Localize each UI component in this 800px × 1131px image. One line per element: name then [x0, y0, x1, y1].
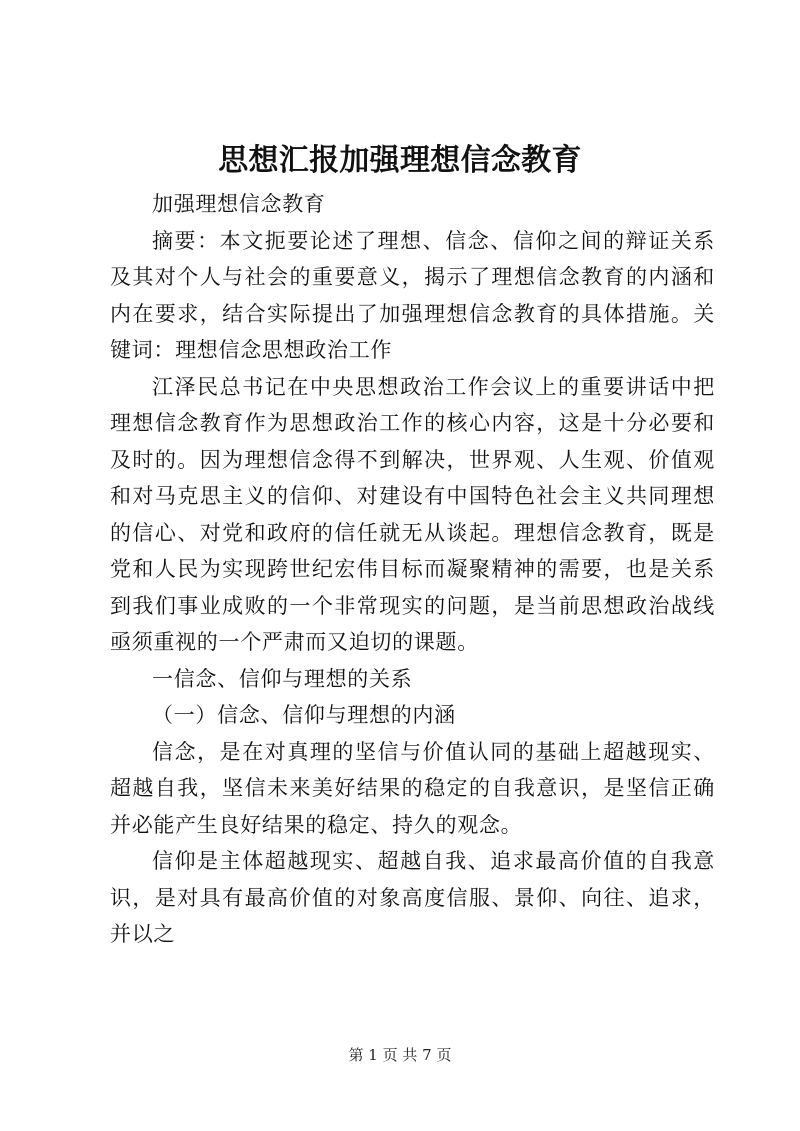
- page-footer: 第 1 页 共 7 页: [348, 1046, 452, 1064]
- body-paragraph: 信念，是在对真理的坚信与价值认同的基础上超越现实、超越自我，坚信未来美好结果的稳定的自我意识，是坚信正确并必能产生良好结果的稳定、持久的观念。: [110, 739, 715, 837]
- body-paragraph: 江泽民总书记在中央思想政治工作会议上的重要讲话中把理想信念教育作为思想政治工作的核心内容，这是十分必要和及时的。因为理想信念得不到解决，世界观、人生观、价值观和对马克思主义的信仰、对建设有中国特色社会主义共同理想的信心、对党和政府的信任就无从谈起。理想信念教育，既是党和人民为实现跨世纪宏伟目标而凝聚精神的需要，也是关系到我们事业成败的一个非常现实的问题，是当前思想政治战线亟须重视的一个严肃而又迫切的课题。: [110, 374, 715, 654]
- subtitle-paragraph: 加强理想信念教育: [152, 192, 326, 216]
- section-heading: 一信念、信仰与理想的关系: [152, 666, 413, 691]
- document-body: [110, 186, 715, 953]
- body-paragraph: 信仰是主体超越现实、超越自我、追求最高价值的自我意识，是对具有最高价值的对象高度信服、景仰、向往、追求，并以之: [110, 849, 715, 946]
- abstract-paragraph: 摘要：本文扼要论述了理想、信念、信仰之间的辩证关系及其对个人与社会的重要意义，揭示了理想信念教育的内涵和内在要求，结合实际提出了加强理想信念教育的具体措施。关键词：理想信念思想政治工作: [110, 228, 715, 362]
- subsection-heading: （一）信念、信仰与理想的内涵: [152, 703, 456, 727]
- document-title: 思想汇报加强理想信念教育: [218, 143, 582, 178]
